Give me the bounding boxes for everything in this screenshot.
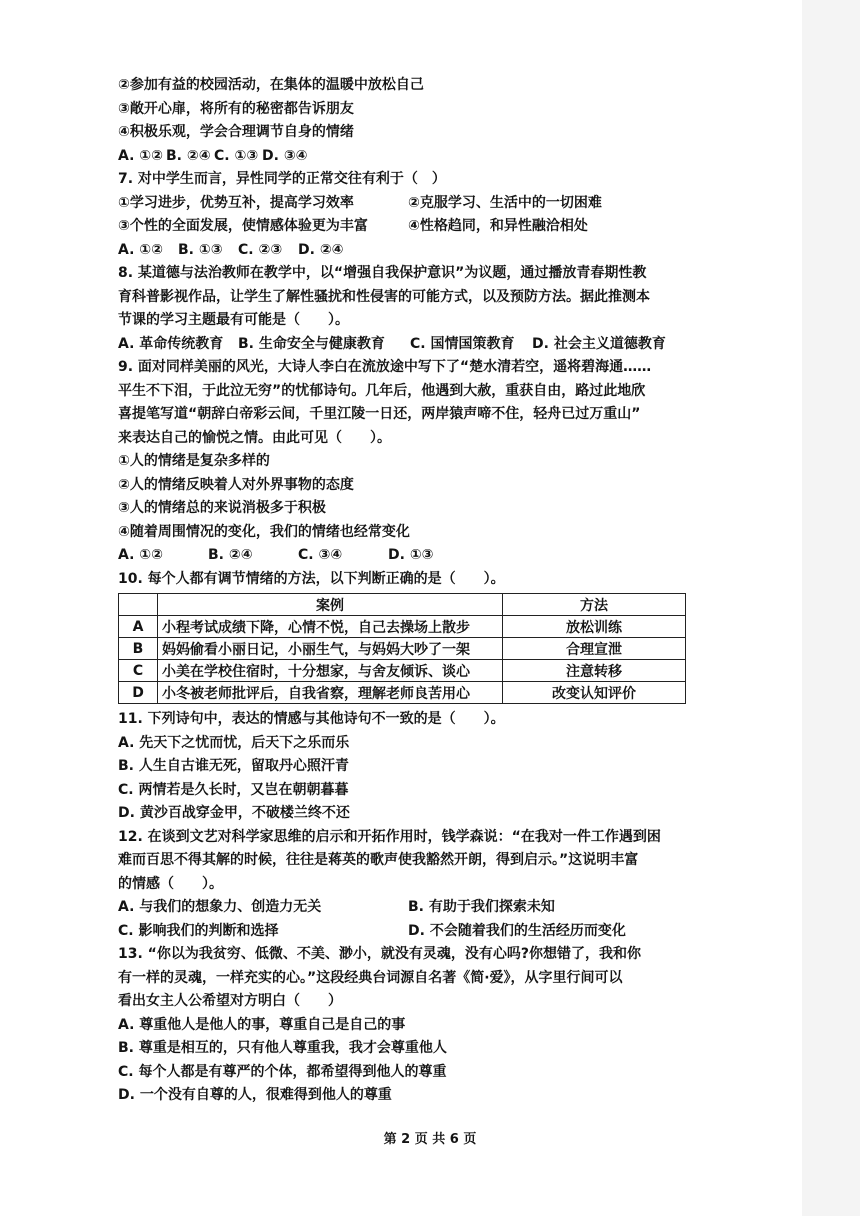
table-row-key: A	[119, 616, 158, 638]
table-row-key: B	[119, 638, 158, 660]
q6-statement-3: ③敞开心扉，将所有的秘密都告诉朋友	[118, 100, 354, 117]
table-header-case: 案例	[158, 594, 503, 616]
q8-stem-line3: 节课的学习主题最有可能是（ ）。	[118, 312, 349, 328]
q12-stem-line3: 的情感（ ）。	[118, 875, 223, 892]
q9-option-d: D. ①③	[388, 547, 434, 563]
q8-option-d: D. 社会主义道德教育	[532, 335, 666, 352]
table-row-case: 小程考试成绩下降，心情不悦，自己去操场上散步	[158, 616, 503, 638]
q10-table	[118, 593, 686, 704]
q9-option-a: A. ①②	[118, 547, 163, 563]
table-row-case: 小美在学校住宿时，十分想家，与舍友倾诉、谈心	[158, 660, 503, 682]
q11-option-b: B. 人生自古谁无死，留取丹心照汗青	[118, 758, 349, 774]
q6-option-b: B. ②④	[166, 147, 211, 164]
q7-statement-3: ③个性的全面发展，使情感体验更为丰富	[118, 218, 368, 234]
q6-option-d: D. ③④	[262, 147, 308, 164]
q13-stem-line1: 13. “你以为我贫穷、低微、不美、渺小，就没有灵魂，没有心吗?你想错了，我和你	[118, 946, 641, 962]
q6-option-a: A. ①②	[118, 147, 163, 164]
table-row-key: C	[119, 660, 158, 682]
table-row-key: D	[119, 682, 158, 704]
table-row-method: 注意转移	[503, 660, 686, 682]
q6-options	[118, 145, 698, 169]
q9-statement-1: ①人的情绪是复杂多样的	[118, 453, 270, 469]
q9-stem-line1: 9. 面对同样美丽的风光，大诗人李白在流放途中写下了“楚水清若空，遥将碧海通……	[118, 359, 652, 375]
q9-stem-line4: 来表达自己的愉悦之情。由此可见（ ）。	[118, 429, 391, 446]
q9-stem-line3: 喜提笔写道“朝辞白帝彩云间，千里江陵一日还，两岸猿声啼不住，轻舟已过万重山”	[118, 406, 641, 422]
q11-option-a: A. 先天下之忧而忧，后天下之乐而乐	[118, 734, 350, 751]
q9-statement-4: ④随着周围情况的变化，我们的情绪也经常变化	[118, 523, 410, 540]
q12-option-a: A. 与我们的想象力、创造力无关	[118, 899, 322, 915]
q12-stem-line1: 12. 在谈到文艺对科学家思维的启示和开拓作用时，钱学森说：“在我对一件工作遇到困	[118, 828, 661, 845]
q13-option-d: D. 一个没有自尊的人，很难得到他人的尊重	[118, 1087, 392, 1103]
q7-option-d: D. ②④	[298, 241, 344, 258]
table-row	[119, 616, 686, 638]
table-row-case: 小冬被老师批评后，自我省察，理解老师良苦用心	[158, 682, 503, 704]
q7-options	[118, 239, 698, 263]
q9-statement-3: ③人的情绪总的来说消极多于积极	[118, 500, 326, 516]
q6-option-c: C. ①③	[214, 147, 259, 164]
q8-stem-line1: 8. 某道德与法治教师在教学中，以“增强自我保护意识”为议题，通过播放青春期性教	[118, 265, 647, 281]
q7-option-b: B. ①③	[178, 241, 223, 258]
page-footer: 第 2 页 共 6 页	[383, 1132, 477, 1147]
q12-stem-line2: 难而百思不得其解的时候，往往是蒋英的歌声使我豁然开朗，得到启示。”这说明丰富	[118, 852, 639, 868]
q12-option-d: D. 不会随着我们的生活经历而变化	[408, 922, 626, 939]
table-row-method: 改变认知评价	[503, 682, 686, 704]
q8-option-c: C. 国情国策教育	[410, 335, 515, 352]
q7-statements-row1	[118, 192, 698, 216]
q9-statement-2: ②人的情绪反映着人对外界事物的态度	[118, 476, 354, 493]
q8-options	[118, 333, 698, 357]
q13-stem-line2: 有一样的灵魂，一样充实的心。”这段经典台词源自名著《简·爱》，从字里行间可以	[118, 969, 623, 986]
q7-statement-4: ④性格趋同，和异性融洽相处	[408, 218, 588, 234]
table-row-method: 合理宣泄	[503, 638, 686, 660]
q12-option-c: C. 影响我们的判断和选择	[118, 922, 279, 939]
q9-options	[118, 544, 698, 568]
q9-option-c: C. ③④	[298, 547, 343, 563]
table-header-key	[119, 594, 158, 616]
q8-option-b: B. 生命安全与健康教育	[238, 335, 385, 352]
table-row	[119, 682, 686, 704]
q7-option-a: A. ①②	[118, 241, 163, 258]
q11-option-d: D. 黄沙百战穿金甲，不破楼兰终不还	[118, 805, 350, 821]
q8-stem-line2: 育科普影视作品，让学生了解性骚扰和性侵害的可能方式，以及预防方法。据此推测本	[118, 288, 650, 305]
q8-option-a: A. 革命传统教育	[118, 335, 224, 352]
q13-option-a: A. 尊重他人是他人的事，尊重自己是自己的事	[118, 1016, 406, 1033]
q7-statement-2: ②克服学习、生活中的一切困难	[408, 194, 602, 211]
table-header-method: 方法	[503, 594, 686, 616]
table-row-method: 放松训练	[503, 616, 686, 638]
q12-option-b: B. 有助于我们探索未知	[408, 899, 555, 915]
q7-statements-row2	[118, 215, 698, 239]
q7-option-c: C. ②③	[238, 241, 283, 258]
table-row	[119, 660, 686, 682]
q6-statement-4: ④积极乐观，学会合理调节自身的情绪	[118, 124, 354, 140]
q13-option-b: B. 尊重是相互的，只有他人尊重我，我才会尊重他人	[118, 1040, 447, 1056]
q7-stem: 7. 对中学生而言，异性同学的正常交往有利于（ ）	[118, 171, 446, 187]
q9-option-b: B. ②④	[208, 547, 253, 563]
q13-option-c: C. 每个人都是有尊严的个体，都希望得到他人的尊重	[118, 1063, 447, 1080]
table-row-case: 妈妈偷看小丽日记，小丽生气，与妈妈大吵了一架	[158, 638, 503, 660]
scan-edge	[802, 0, 860, 1216]
q6-statement-2: ②参加有益的校园活动，在集体的温暖中放松自己	[118, 77, 424, 93]
table-row	[119, 638, 686, 660]
q11-option-c: C. 两情若是久长时，又岂在朝朝暮暮	[118, 781, 349, 798]
q12-options-row2	[118, 920, 698, 944]
page-content	[118, 74, 698, 1108]
q11-stem: 11. 下列诗句中，表达的情感与其他诗句不一致的是（ ）。	[118, 711, 505, 727]
q13-stem-line3: 看出女主人公希望对方明白（ ）	[118, 993, 342, 1009]
q10-stem: 10. 每个人都有调节情绪的方法，以下判断正确的是（ ）。	[118, 570, 505, 587]
q7-statement-1: ①学习进步，优势互补，提高学习效率	[118, 194, 354, 211]
table-header-row	[119, 594, 686, 616]
q9-stem-line2: 平生不下泪，于此泣无穷”的忧郁诗句。几年后，他遇到大赦，重获自由，路过此地欣	[118, 382, 646, 399]
q12-options-row1	[118, 896, 698, 920]
